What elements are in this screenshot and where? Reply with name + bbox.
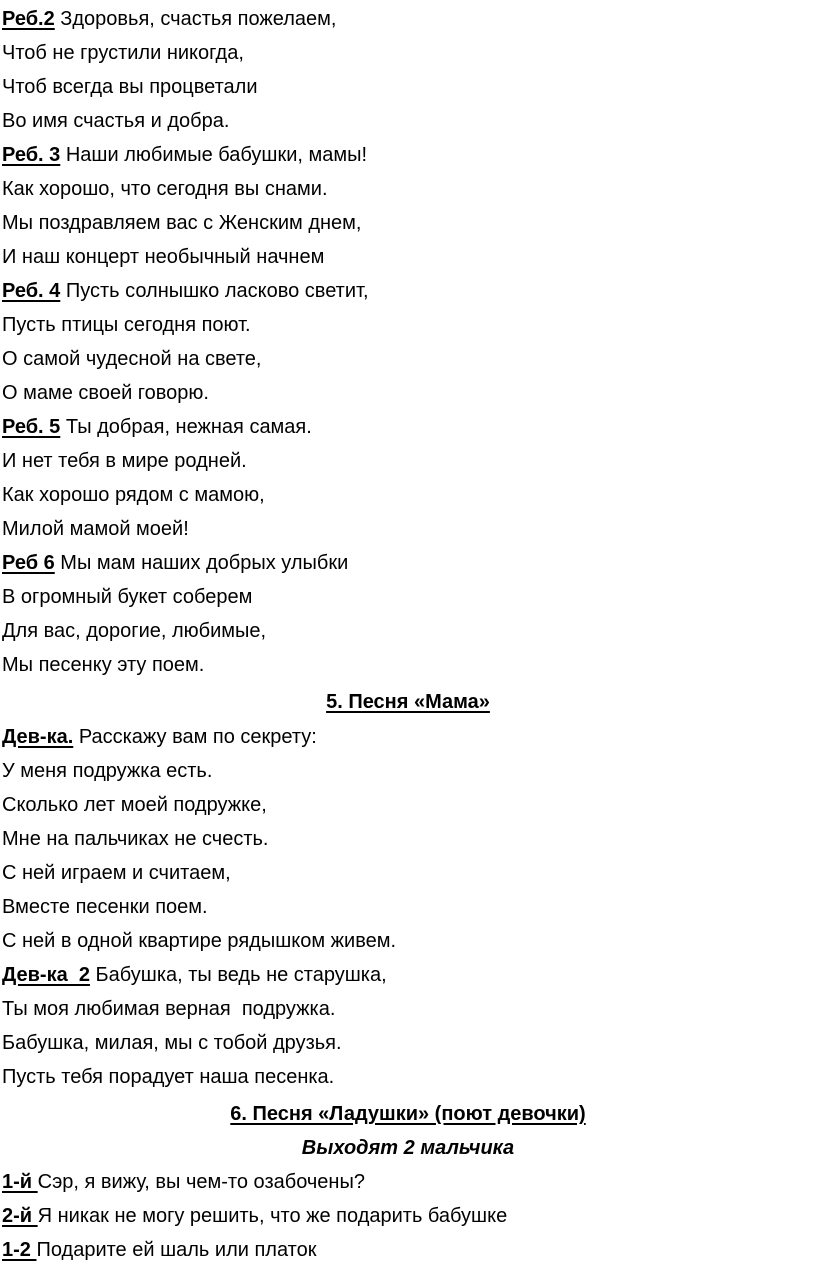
speaker-label: Реб. 5	[2, 416, 61, 438]
verse-line: Чтоб не грустили никогда,	[2, 42, 244, 64]
verse-line: Как хорошо, что сегодня вы снами.	[2, 178, 328, 200]
verse-line	[2, 2, 336, 36]
verse-line: Пусть птицы сегодня поют.	[2, 314, 251, 336]
speaker-label: Реб. 3	[2, 144, 61, 166]
verse-line	[2, 546, 348, 580]
verse-line: И наш концерт необычный начнем	[2, 246, 325, 268]
verse-line: Милой мамой моей!	[2, 518, 189, 540]
speaker-label: 1-2	[2, 1239, 37, 1261]
song-heading-text: 6. Песня «Ладушки» (поют девочки)	[230, 1103, 586, 1125]
dialog-line	[2, 1165, 365, 1199]
speaker-label: Реб 6	[2, 552, 55, 574]
verse-line: Мне на пальчиках не счесть.	[2, 828, 269, 850]
speaker-label: Дев-ка.	[2, 726, 74, 748]
dialog-line	[2, 1199, 507, 1233]
dialog-text: Я никак не могу решить, что же подарить бабушке	[37, 1205, 508, 1227]
song-heading	[0, 1097, 816, 1131]
song-heading	[0, 685, 816, 719]
verse-line: Мы поздравляем вас с Женским днем,	[2, 212, 362, 234]
verse-line: С ней играем и считаем,	[2, 862, 231, 884]
verse-text: Наши любимые бабушки, мамы!	[60, 144, 368, 166]
speaker-label: Реб.2	[2, 8, 55, 30]
song-heading-text: 5. Песня «Мама»	[326, 691, 490, 713]
verse-line: Пусть тебя порадует наша песенка.	[2, 1066, 335, 1088]
verse-line	[2, 274, 369, 308]
verse-line	[2, 958, 387, 992]
verse-line	[2, 138, 367, 172]
stage-direction: Выходят 2 мальчика	[301, 1137, 515, 1159]
verse-line: Для вас, дорогие, любимые,	[2, 620, 267, 642]
verse-text: Расскажу вам по секрету:	[73, 726, 317, 748]
verse-line: С ней в одной квартире рядышком живем.	[2, 930, 397, 952]
verse-line: Как хорошо рядом с мамою,	[2, 484, 265, 506]
verse-line: О маме своей говорю.	[2, 382, 209, 404]
verse-text: Мы мам наших добрых улыбки	[54, 552, 349, 574]
speaker-label: 2-й	[2, 1205, 38, 1227]
verse-line: Бабушка, милая, мы с тобой друзья.	[2, 1032, 342, 1054]
verse-line: Во имя счастья и добра.	[2, 110, 230, 132]
speaker-label: 1-й	[2, 1171, 38, 1193]
dialog-line	[2, 1233, 316, 1267]
verse-line	[2, 410, 312, 444]
dialog-text: Сэр, я вижу, вы чем-то озабочены?	[37, 1171, 365, 1193]
verse-line: У меня подружка есть.	[2, 760, 213, 782]
verse-line: В огромный букет соберем	[2, 586, 253, 608]
verse-line: Чтоб всегда вы процветали	[2, 76, 258, 98]
verse-text: Здоровья, счастья пожелаем,	[54, 8, 337, 30]
speaker-label: Реб. 4	[2, 280, 61, 302]
verse-line	[2, 720, 317, 754]
verse-text: Ты добрая, нежная самая.	[60, 416, 312, 438]
speaker-label: Дев-ка 2	[2, 964, 90, 986]
verse-line: И нет тебя в мире родней.	[2, 450, 247, 472]
verse-line: Сколько лет моей подружке,	[2, 794, 267, 816]
verse-text: Пусть солнышко ласково светит,	[60, 280, 369, 302]
verse-text: Бабушка, ты ведь не старушка,	[89, 964, 387, 986]
verse-line: Вместе песенки поем.	[2, 896, 208, 918]
verse-line: О самой чудесной на свете,	[2, 348, 262, 370]
verse-line: Ты моя любимая верная подружка.	[2, 998, 336, 1020]
verse-line: Мы песенку эту поем.	[2, 654, 205, 676]
dialog-text: Подарите ей шаль или платок	[36, 1239, 317, 1261]
